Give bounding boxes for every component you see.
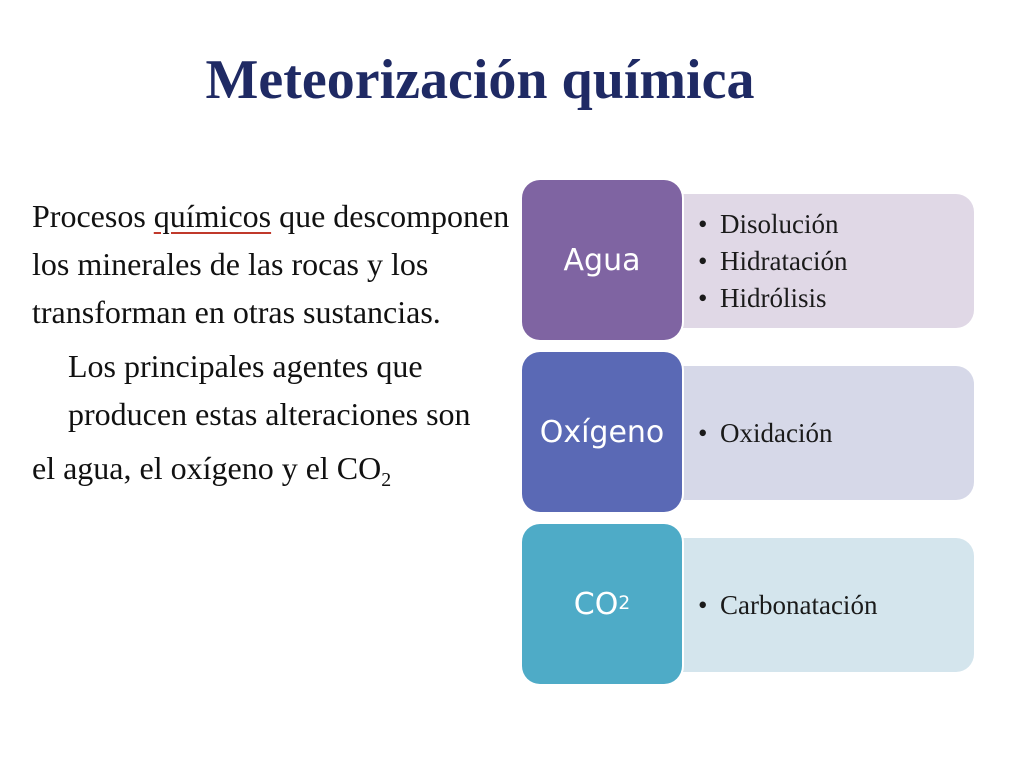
- agent-label: Agua: [563, 242, 641, 278]
- agent-label: CO: [573, 586, 619, 622]
- definition-start: Procesos: [32, 198, 154, 234]
- process-item: • Oxidación: [698, 415, 832, 452]
- process-panel: [660, 366, 974, 500]
- paragraph-definition: [32, 192, 512, 336]
- process-list: [698, 206, 847, 317]
- process-panel: [660, 194, 974, 328]
- body-text: [32, 192, 512, 498]
- paragraph-agents: Los principales agentes que producen estas alteraciones son: [68, 348, 471, 432]
- process-list: [698, 415, 832, 452]
- slide-title: Meteorización química: [205, 49, 755, 111]
- process-panel: [660, 538, 974, 672]
- process-item: • Carbonatación: [698, 587, 877, 624]
- diagram-row-co2: [520, 524, 976, 688]
- process-item: • Hidrólisis: [698, 280, 847, 317]
- definition-end: que descomponen los minerales de las rocas y los transforman en otras sustancias.: [32, 198, 510, 330]
- agents-diagram: [520, 180, 980, 690]
- diagram-row-agua: [520, 180, 976, 344]
- agents-list-text: el agua, el oxígeno y el CO: [32, 450, 382, 486]
- underlined-word: químicos: [153, 198, 272, 234]
- agent-tile: CO 2: [522, 524, 682, 684]
- process-item: • Disolución: [698, 206, 847, 243]
- agent-label: Oxígeno: [539, 414, 665, 450]
- agent-tile: [522, 180, 682, 340]
- diagram-row-oxigeno: [520, 352, 976, 516]
- agent-tile: [522, 352, 682, 512]
- process-list: [698, 587, 877, 624]
- process-item: • Hidratación: [698, 243, 847, 280]
- paragraph-agents-list: [32, 444, 512, 492]
- agents-list-subscript: 2: [381, 468, 392, 491]
